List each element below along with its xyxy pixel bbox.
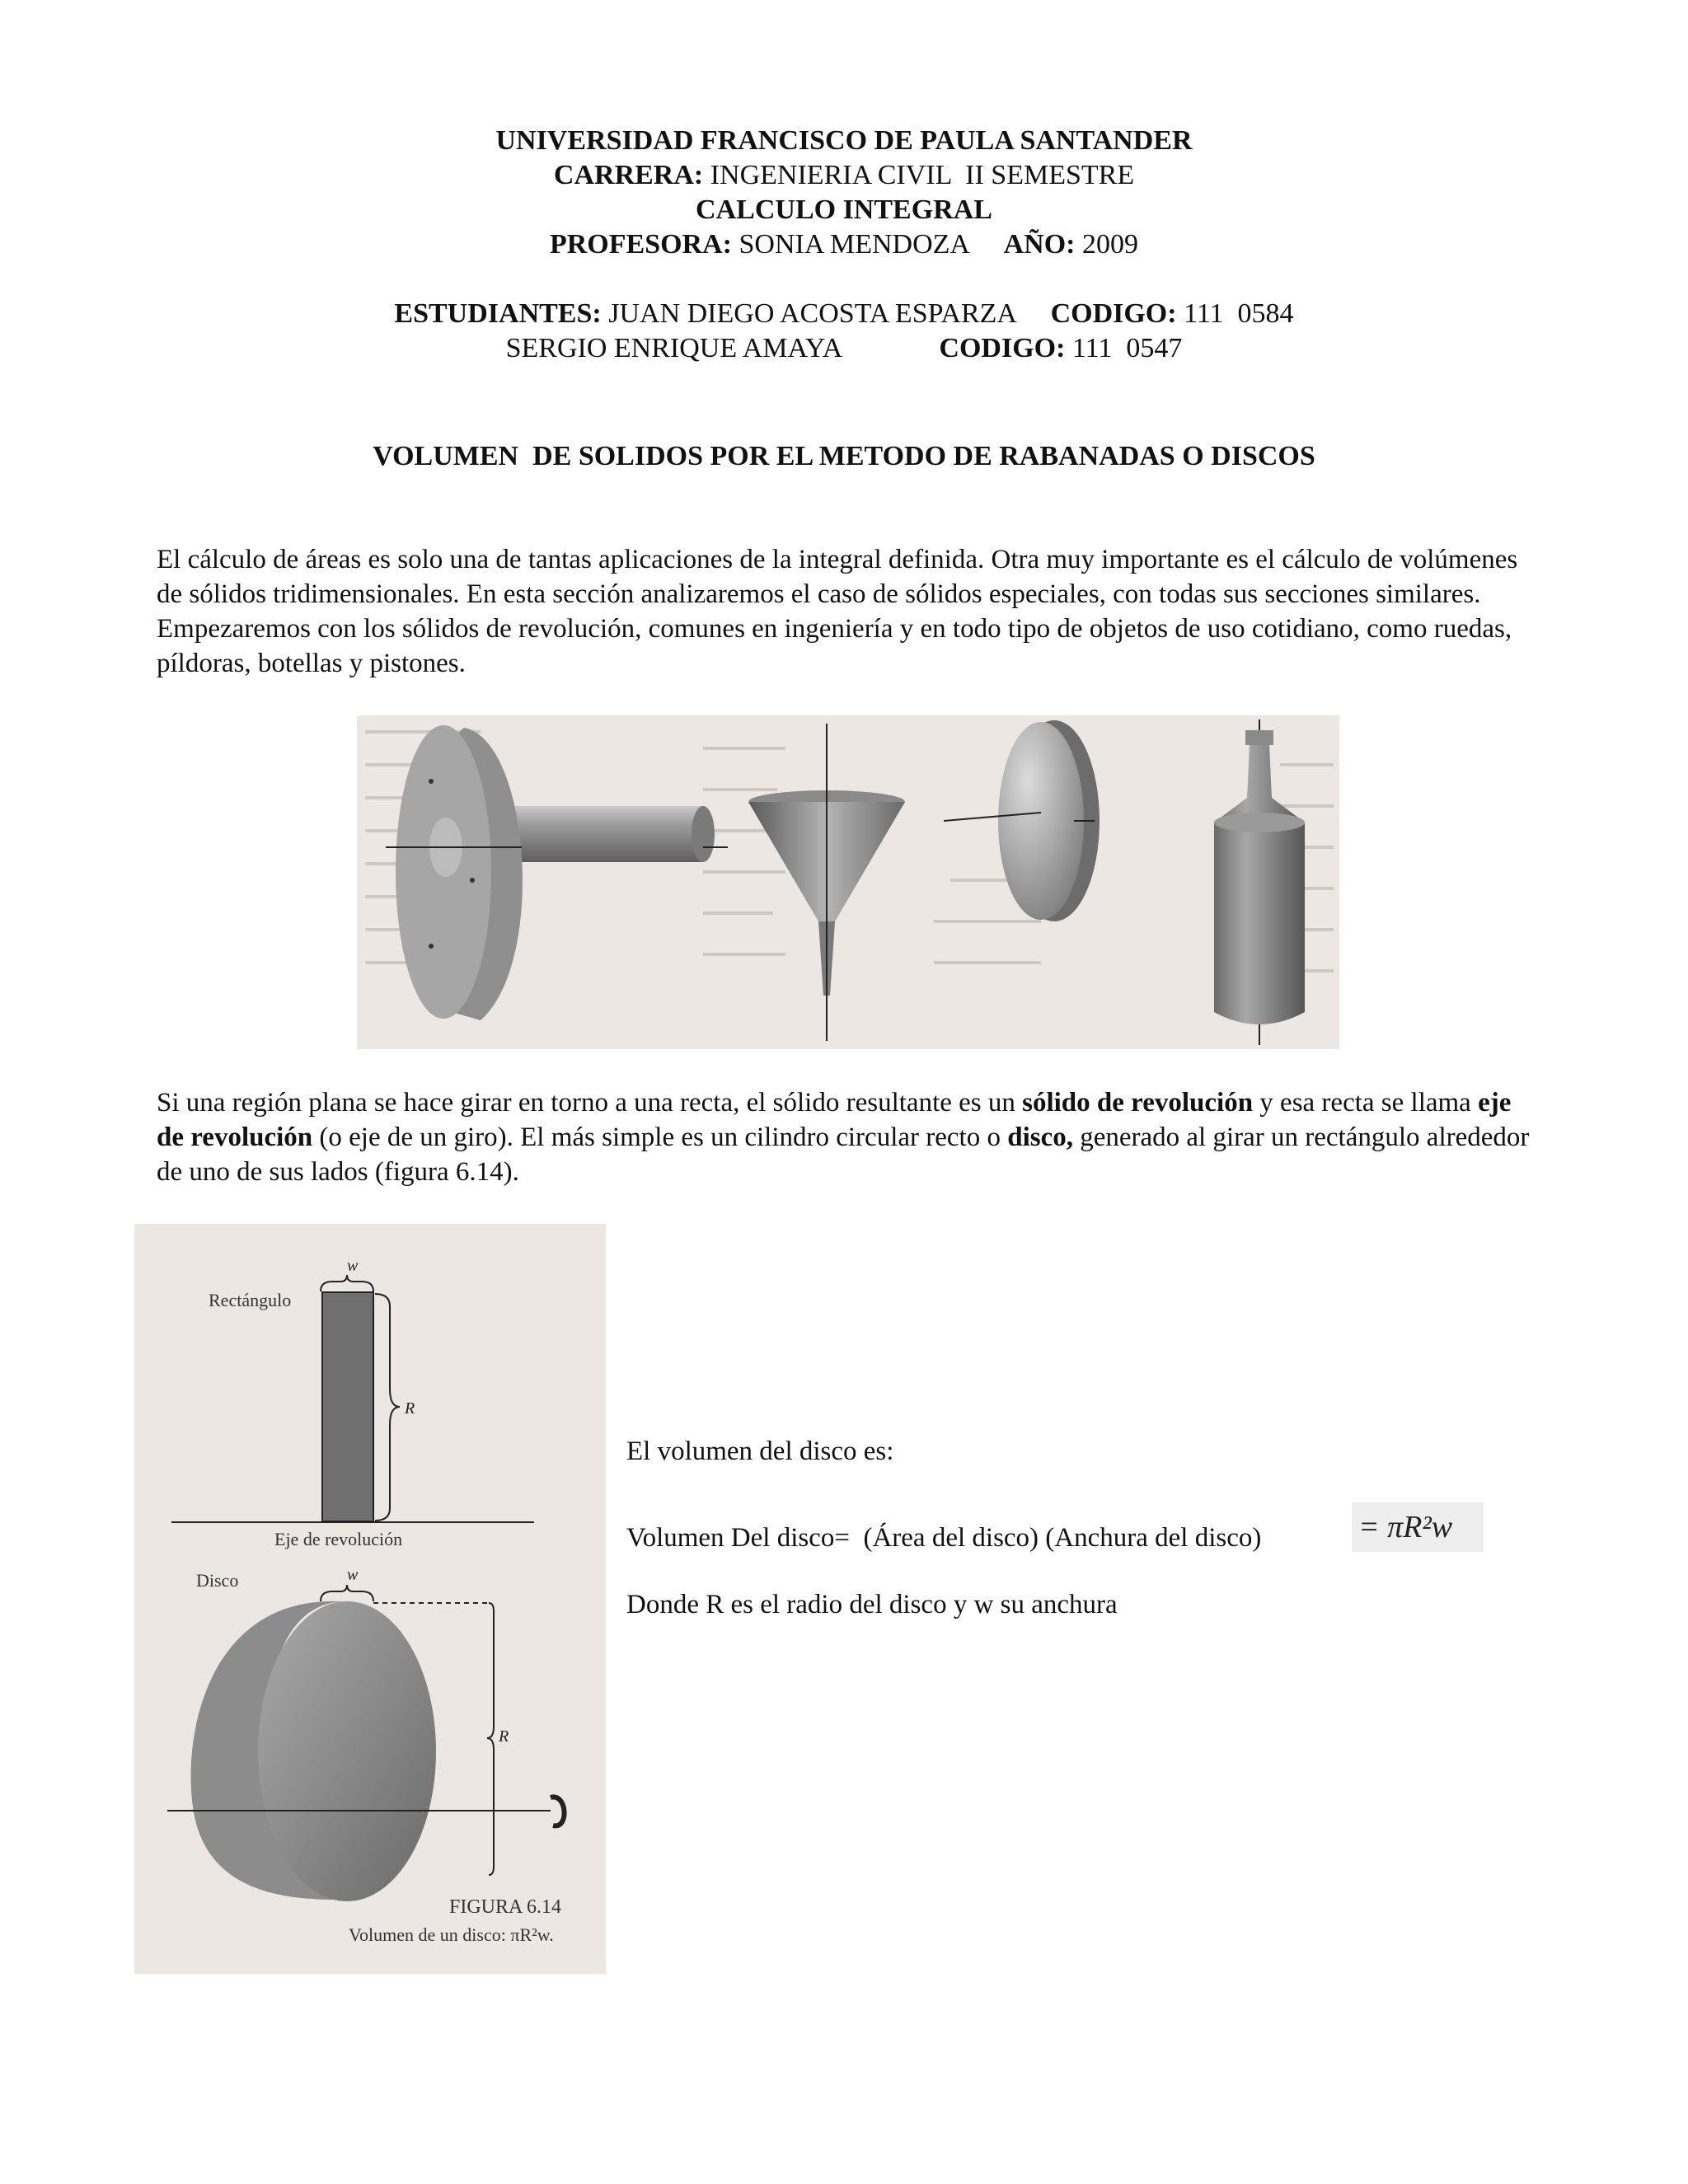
r-label-bottom: R <box>499 1727 509 1746</box>
svg-text:= πR²w: = πR²w <box>1358 1510 1453 1544</box>
revolution-paragraph: Si una región plana se hace girar en torno a una recta, el sólido resultante es un sólido de revolución y esa recta se llama eje de revolución (o eje de un giro). El más simple es un cilindro circular recto o disco, generado al girar un rectángulo alrededor de uno de sus lados (figura 6.14). <box>157 1088 1530 1187</box>
figure-caption-text: Volumen de un disco: πR²w. <box>349 1924 554 1945</box>
student-line-2: SERGIO ENRIQUE AMAYA CODIGO: 111 0547 <box>505 333 1183 363</box>
professor-line: PROFESORA: SONIA MENDOZA AÑO: 2009 <box>549 229 1138 260</box>
axis-label: Eje de revolución <box>274 1529 403 1549</box>
figure-6-14 <box>134 1224 606 1974</box>
student-line-1: ESTUDIANTES: JUAN DIEGO ACOSTA ESPARZA CODIGO: 111 0584 <box>394 298 1294 329</box>
r-label-top: R <box>405 1399 415 1418</box>
rect-label: Rectángulo <box>209 1290 292 1310</box>
disk-face <box>258 1601 436 1901</box>
disk-definition: Donde R es el radio del disco y w su anchura <box>626 1590 1118 1619</box>
figure-caption-title: FIGURA 6.14 <box>449 1896 562 1918</box>
career-line: CARRERA: INGENIERIA CIVIL II SEMESTRE <box>553 160 1135 190</box>
formula-pi-r-squared-w <box>1352 1502 1484 1552</box>
intro-paragraph: El cálculo de áreas es solo una de tantas aplicaciones de la integral definida. Otra muy importante es el cálculo de volúmenes de sólidos tridimensionales. En esta sección analizaremos el caso de sólidos especiales, con todas sus secciones similares. Empezaremos con los sólidos de revolución, comunes en ingeniería y en todo tipo de objetos de uso cotidiano, como ruedas, píldoras, botellas y pistones. <box>157 545 1518 678</box>
disk-volume-formula: Volumen Del disco= (Área del disco) (Anchura del disco) <box>626 1523 1262 1553</box>
rectangle-shape <box>322 1292 373 1521</box>
w-label-bottom: w <box>347 1566 359 1584</box>
university-name: UNIVERSIDAD FRANCISCO DE PAULA SANTANDER <box>495 125 1193 156</box>
solids-of-revolution-figure <box>357 715 1339 1049</box>
course-name: CALCULO INTEGRAL <box>696 194 992 225</box>
w-label-top: w <box>347 1257 359 1275</box>
disk-volume-intro: El volumen del disco es: <box>626 1436 894 1466</box>
disk-label: Disco <box>196 1570 239 1591</box>
document-title: VOLUMEN DE SOLIDOS POR EL METODO DE RABANADAS O DISCOS <box>373 441 1315 471</box>
